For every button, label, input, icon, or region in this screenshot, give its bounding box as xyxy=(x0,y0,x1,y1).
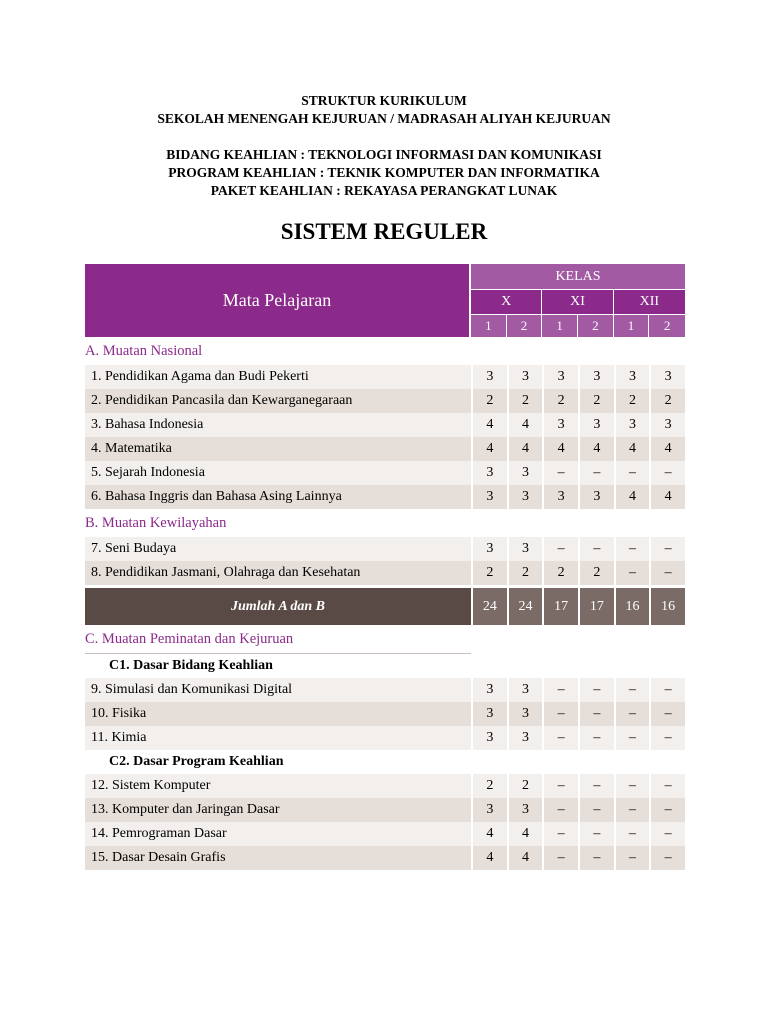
hours-cell: – xyxy=(578,726,614,750)
table-row xyxy=(85,702,685,726)
hours-cell: 3 xyxy=(507,678,543,702)
hours-cell: 3 xyxy=(507,702,543,726)
table-row xyxy=(85,365,685,389)
hours-cell: 4 xyxy=(649,437,685,461)
section-row xyxy=(85,509,685,537)
hours-cell: 2 xyxy=(649,389,685,413)
table-row xyxy=(85,678,685,702)
semester-header: 2 xyxy=(507,315,543,337)
hours-cell: 3 xyxy=(471,798,507,822)
table-row xyxy=(85,413,685,437)
table-row xyxy=(85,437,685,461)
section-row xyxy=(85,625,685,654)
hours-cell: 3 xyxy=(542,365,578,389)
hours-cell: 3 xyxy=(507,537,543,561)
hours-cell: – xyxy=(578,702,614,726)
hours-cell: 4 xyxy=(471,846,507,870)
hours-cell: – xyxy=(649,822,685,846)
hours-cell: 2 xyxy=(471,774,507,798)
hours-cell: – xyxy=(614,846,650,870)
hours-cell: – xyxy=(578,774,614,798)
hours-cell: – xyxy=(614,726,650,750)
total-label: Jumlah A dan B xyxy=(85,588,471,625)
hours-cell: 2 xyxy=(507,389,543,413)
subsection-heading: C2. Dasar Program Keahlian xyxy=(109,754,284,769)
subject-name: 15. Dasar Desain Grafis xyxy=(85,846,471,870)
subject-name: 6. Bahasa Inggris dan Bahasa Asing Lainnya xyxy=(85,485,471,509)
table-row xyxy=(85,798,685,822)
subject-name: 5. Sejarah Indonesia xyxy=(85,461,471,485)
subject-name: 13. Komputer dan Jaringan Dasar xyxy=(85,798,471,822)
hours-cell: 2 xyxy=(471,389,507,413)
table-row xyxy=(85,726,685,750)
semester-header: 1 xyxy=(542,315,578,337)
hours-cell: 4 xyxy=(614,485,650,509)
hours-cell: 3 xyxy=(649,413,685,437)
hours-cell: – xyxy=(649,774,685,798)
semester-header: 1 xyxy=(614,315,650,337)
hours-cell: – xyxy=(578,537,614,561)
table-row xyxy=(85,461,685,485)
hours-cell: 3 xyxy=(649,365,685,389)
total-cell: 16 xyxy=(649,588,685,625)
hours-cell: 4 xyxy=(542,437,578,461)
hours-cell: 4 xyxy=(578,437,614,461)
hours-cell: 3 xyxy=(507,365,543,389)
total-cell: 24 xyxy=(507,588,543,625)
hours-cell: 4 xyxy=(507,822,543,846)
total-row xyxy=(85,588,685,625)
hours-cell: – xyxy=(542,702,578,726)
page-title: SISTEM REGULER xyxy=(280,219,488,244)
table-row xyxy=(85,485,685,509)
hours-cell: – xyxy=(614,774,650,798)
total-cell: 24 xyxy=(471,588,507,625)
subject-name: 11. Kimia xyxy=(85,726,471,750)
section-heading: C. Muatan Peminatan dan Kejuruan xyxy=(85,625,471,654)
hours-cell: – xyxy=(649,461,685,485)
subject-name: 2. Pendidikan Pancasila dan Kewarganegaraan xyxy=(85,389,471,413)
hours-cell: – xyxy=(542,846,578,870)
total-cell: 16 xyxy=(614,588,650,625)
section-spacer xyxy=(471,625,685,654)
header-line-1: STRUKTUR KURIKULUM xyxy=(301,93,467,108)
section-heading: A. Muatan Nasional xyxy=(85,342,203,359)
hours-cell: – xyxy=(649,537,685,561)
hours-cell: 3 xyxy=(578,365,614,389)
hours-cell: – xyxy=(542,726,578,750)
total-cell: 17 xyxy=(542,588,578,625)
subject-name: 8. Pendidikan Jasmani, Olahraga dan Kesehatan xyxy=(85,561,471,585)
hours-cell: 3 xyxy=(542,413,578,437)
hours-cell: 4 xyxy=(507,413,543,437)
subsection-row xyxy=(85,750,685,774)
subject-name: 10. Fisika xyxy=(85,702,471,726)
subject-name: 12. Sistem Komputer xyxy=(85,774,471,798)
curriculum-table xyxy=(85,264,685,870)
hours-cell: 3 xyxy=(507,726,543,750)
hours-cell: – xyxy=(578,846,614,870)
subsection-spacer xyxy=(471,654,685,678)
semester-header: 2 xyxy=(578,315,614,337)
hours-cell: 3 xyxy=(507,461,543,485)
table-row xyxy=(85,822,685,846)
subject-name: 14. Pemrograman Dasar xyxy=(85,822,471,846)
hours-cell: 3 xyxy=(614,365,650,389)
hours-cell: 2 xyxy=(542,389,578,413)
hours-cell: – xyxy=(542,461,578,485)
hours-cell: 4 xyxy=(471,413,507,437)
hours-cell: 4 xyxy=(649,485,685,509)
hours-cell: 4 xyxy=(507,437,543,461)
hours-cell: – xyxy=(578,798,614,822)
hours-cell: 3 xyxy=(578,413,614,437)
table-row xyxy=(85,389,685,413)
semester-header: 1 xyxy=(471,315,507,337)
subject-name: 3. Bahasa Indonesia xyxy=(85,413,471,437)
hours-cell: – xyxy=(542,798,578,822)
hours-cell: 4 xyxy=(471,437,507,461)
semester-header: 2 xyxy=(649,315,685,337)
hours-cell: – xyxy=(614,822,650,846)
subsection-row xyxy=(85,654,685,678)
hours-cell: – xyxy=(649,798,685,822)
hours-cell: – xyxy=(649,561,685,585)
header-line-5: PAKET KEAHLIAN : REKAYASA PERANGKAT LUNAK xyxy=(210,183,558,198)
hours-cell: 2 xyxy=(578,561,614,585)
subject-name: 1. Pendidikan Agama dan Budi Pekerti xyxy=(85,365,471,389)
subject-column-header: Mata Pelajaran xyxy=(85,264,471,337)
hours-cell: – xyxy=(614,702,650,726)
hours-cell: – xyxy=(578,678,614,702)
hours-cell: 3 xyxy=(471,461,507,485)
hours-cell: – xyxy=(649,702,685,726)
subsection-heading: C1. Dasar Bidang Keahlian xyxy=(109,658,273,673)
hours-cell: – xyxy=(649,846,685,870)
hours-cell: 2 xyxy=(542,561,578,585)
table-row xyxy=(85,537,685,561)
header-line-4: PROGRAM KEAHLIAN : TEKNIK KOMPUTER DAN INFORMATIKA xyxy=(168,165,600,180)
hours-cell: 4 xyxy=(471,822,507,846)
section-spacer xyxy=(471,337,685,365)
hours-cell: 3 xyxy=(614,413,650,437)
grade-header: XII xyxy=(614,290,685,315)
hours-cell: 2 xyxy=(507,561,543,585)
hours-cell: 2 xyxy=(614,389,650,413)
hours-cell: 2 xyxy=(507,774,543,798)
hours-cell: 3 xyxy=(471,365,507,389)
hours-cell: – xyxy=(542,678,578,702)
hours-cell: 4 xyxy=(507,846,543,870)
hours-cell: 3 xyxy=(471,678,507,702)
hours-cell: – xyxy=(578,461,614,485)
document-header-program xyxy=(0,146,768,200)
hours-cell: – xyxy=(578,822,614,846)
hours-cell: – xyxy=(649,726,685,750)
subject-name: 7. Seni Budaya xyxy=(85,537,471,561)
hours-cell: 3 xyxy=(507,798,543,822)
hours-cell: – xyxy=(542,537,578,561)
hours-cell: – xyxy=(614,461,650,485)
hours-cell: – xyxy=(614,537,650,561)
hours-cell: 4 xyxy=(614,437,650,461)
section-heading: B. Muatan Kewilayahan xyxy=(85,514,227,531)
hours-cell: 2 xyxy=(471,561,507,585)
hours-cell: 3 xyxy=(471,726,507,750)
header-line-2: SEKOLAH MENENGAH KEJURUAN / MADRASAH ALIYAH KEJURUAN xyxy=(157,111,611,126)
document-header-top xyxy=(0,92,768,128)
hours-cell: 3 xyxy=(471,485,507,509)
hours-cell: – xyxy=(614,678,650,702)
grade-header: X xyxy=(471,290,542,315)
hours-cell: 2 xyxy=(578,389,614,413)
hours-cell: – xyxy=(614,798,650,822)
table-row xyxy=(85,774,685,798)
table-row xyxy=(85,561,685,585)
hours-cell: – xyxy=(649,678,685,702)
subsection-spacer xyxy=(471,750,685,774)
hours-cell: 3 xyxy=(507,485,543,509)
subject-name: 9. Simulasi dan Komunikasi Digital xyxy=(85,678,471,702)
hours-cell: 3 xyxy=(578,485,614,509)
table-row xyxy=(85,846,685,870)
hours-cell: 3 xyxy=(471,537,507,561)
section-spacer xyxy=(471,509,685,537)
hours-cell: 3 xyxy=(471,702,507,726)
section-row xyxy=(85,337,685,365)
hours-cell: – xyxy=(614,561,650,585)
header-line-3: BIDANG KEAHLIAN : TEKNOLOGI INFORMASI DAN KOMUNIKASI xyxy=(166,147,602,162)
hours-cell: – xyxy=(542,822,578,846)
hours-cell: – xyxy=(542,774,578,798)
hours-cell: 3 xyxy=(542,485,578,509)
grade-header: XI xyxy=(542,290,613,315)
kelas-header: KELAS xyxy=(471,264,685,290)
total-cell: 17 xyxy=(578,588,614,625)
subject-name: 4. Matematika xyxy=(85,437,471,461)
